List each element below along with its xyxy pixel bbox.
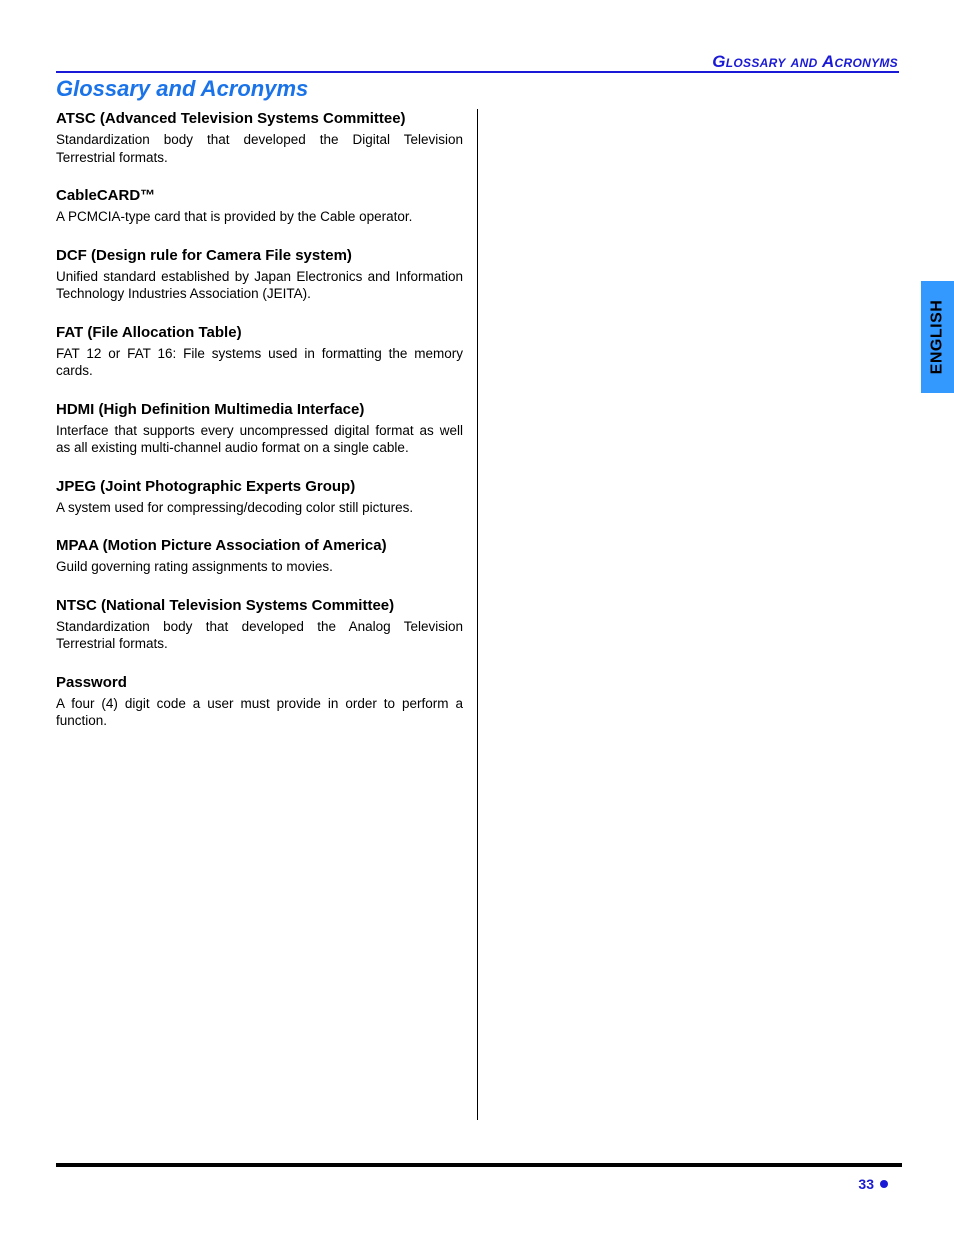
glossary-term: HDMI (High Definition Multimedia Interface): [56, 400, 365, 418]
glossary-definition: Guild governing rating assignments to movies.: [56, 559, 333, 574]
glossary-entry-password: [56, 674, 463, 730]
glossary-definition: A four (4) digit code a user must provide in order to perform a function.: [56, 695, 463, 728]
glossary-term: NTSC (National Television Systems Committee): [56, 596, 395, 614]
running-head: Glossary and Acronyms: [712, 52, 898, 71]
glossary-term: DCF (Design rule for Camera File system): [56, 246, 352, 264]
glossary-term: Password: [56, 673, 127, 691]
glossary-definition: Standardization body that developed the Digital Television Terrestrial formats.: [56, 132, 463, 165]
header-rule: [56, 71, 899, 73]
page-number: [858, 1176, 888, 1192]
glossary-definition: A PCMCIA-type card that is provided by the Cable operator.: [56, 209, 413, 224]
glossary-definition: Interface that supports every uncompressed digital format as well as all existing multi-channel audio format on a single cable.: [56, 422, 463, 455]
page-title: Glossary and Acronyms: [56, 76, 309, 101]
page-number-value: 33: [858, 1176, 874, 1192]
glossary-entry-atsc: [56, 110, 463, 166]
glossary-term: FAT (File Allocation Table): [56, 323, 242, 341]
language-tab-label: ENGLISH: [928, 299, 946, 375]
glossary-entry-cablecard: [56, 187, 463, 226]
glossary-entry-ntsc: [56, 597, 463, 653]
glossary-entry-jpeg: [56, 478, 463, 517]
bullet-icon: [880, 1180, 888, 1188]
glossary-entry-fat: [56, 324, 463, 380]
glossary-term: CableCARD™: [56, 187, 156, 204]
glossary-term: JPEG (Joint Photographic Experts Group): [56, 477, 356, 495]
glossary-definition: Unified standard established by Japan Electronics and Information Technology Industries Association (JEITA).: [56, 268, 463, 301]
glossary-definition: Standardization body that developed the Analog Television Terrestrial formats.: [56, 618, 463, 651]
glossary-definition: A system used for compressing/decoding color still pictures.: [56, 499, 414, 515]
footer-rule: [56, 1163, 902, 1167]
glossary-term: MPAA (Motion Picture Association of America): [56, 537, 387, 554]
glossary-term: ATSC (Advanced Television Systems Committee): [56, 110, 406, 127]
glossary-entry-dcf: [56, 247, 463, 303]
column-divider: [477, 109, 478, 1120]
glossary-entry-hdmi: [56, 401, 463, 457]
glossary-list: [56, 110, 463, 751]
language-tab: [921, 281, 954, 393]
glossary-entry-mpaa: [56, 537, 463, 576]
glossary-definition: FAT 12 or FAT 16: File systems used in formatting the memory cards.: [56, 345, 463, 378]
